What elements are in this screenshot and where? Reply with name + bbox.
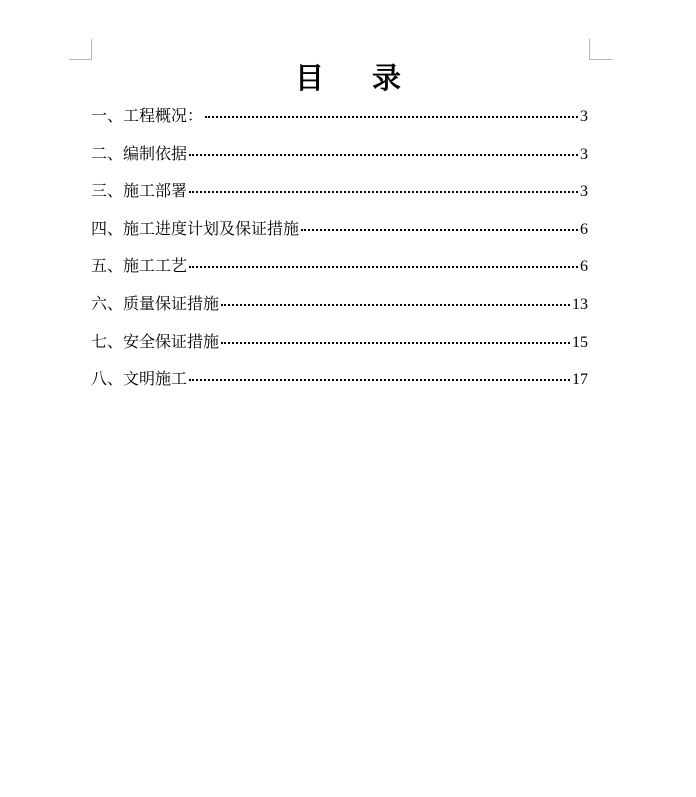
table-of-contents bbox=[91, 103, 588, 404]
top-left-margin-mark bbox=[69, 39, 92, 60]
toc-page-number: 13 bbox=[572, 295, 588, 313]
toc-entry-5[interactable] bbox=[91, 253, 588, 291]
toc-page-number: 3 bbox=[580, 145, 588, 163]
toc-dot-leader bbox=[189, 177, 578, 193]
toc-page-number: 17 bbox=[572, 371, 588, 389]
toc-page-number: 15 bbox=[572, 333, 588, 351]
toc-page-number: 3 bbox=[580, 108, 588, 125]
toc-entry-label: 八、文明施工 bbox=[91, 369, 188, 389]
toc-dot-leader bbox=[189, 140, 578, 156]
toc-title-char-1: 目 bbox=[294, 61, 324, 95]
toc-dot-leader bbox=[189, 252, 578, 268]
toc-entry-6[interactable] bbox=[91, 291, 588, 329]
toc-entry-label: 六、质量保证措施 bbox=[91, 293, 220, 313]
toc-dot-leader bbox=[301, 215, 578, 231]
toc-entry-label: 四、施工进度计划及保证措施 bbox=[91, 218, 300, 238]
toc-dot-leader bbox=[205, 102, 578, 118]
toc-entry-2[interactable] bbox=[91, 141, 588, 179]
toc-entry-1[interactable] bbox=[91, 103, 588, 141]
toc-entry-label: 七、安全保证措施 bbox=[91, 331, 220, 351]
toc-page-number: 6 bbox=[580, 220, 588, 238]
toc-entry-label: 一、工程概况： bbox=[91, 106, 204, 125]
toc-title bbox=[0, 58, 696, 98]
toc-title-char-2: 录 bbox=[372, 61, 402, 95]
toc-dot-leader bbox=[221, 328, 570, 344]
toc-dot-leader bbox=[189, 365, 570, 381]
toc-entry-7[interactable] bbox=[91, 329, 588, 367]
toc-dot-leader bbox=[221, 290, 570, 306]
toc-entry-label: 三、施工部署 bbox=[91, 181, 188, 201]
toc-page-number: 3 bbox=[580, 183, 588, 201]
toc-page-number: 6 bbox=[580, 258, 588, 276]
top-right-margin-mark bbox=[589, 39, 612, 60]
toc-entry-3[interactable] bbox=[91, 178, 588, 216]
toc-entry-8[interactable] bbox=[91, 366, 588, 404]
toc-entry-label: 五、施工工艺 bbox=[91, 256, 188, 276]
toc-entry-4[interactable] bbox=[91, 216, 588, 254]
toc-entry-label: 二、编制依据 bbox=[91, 143, 188, 163]
